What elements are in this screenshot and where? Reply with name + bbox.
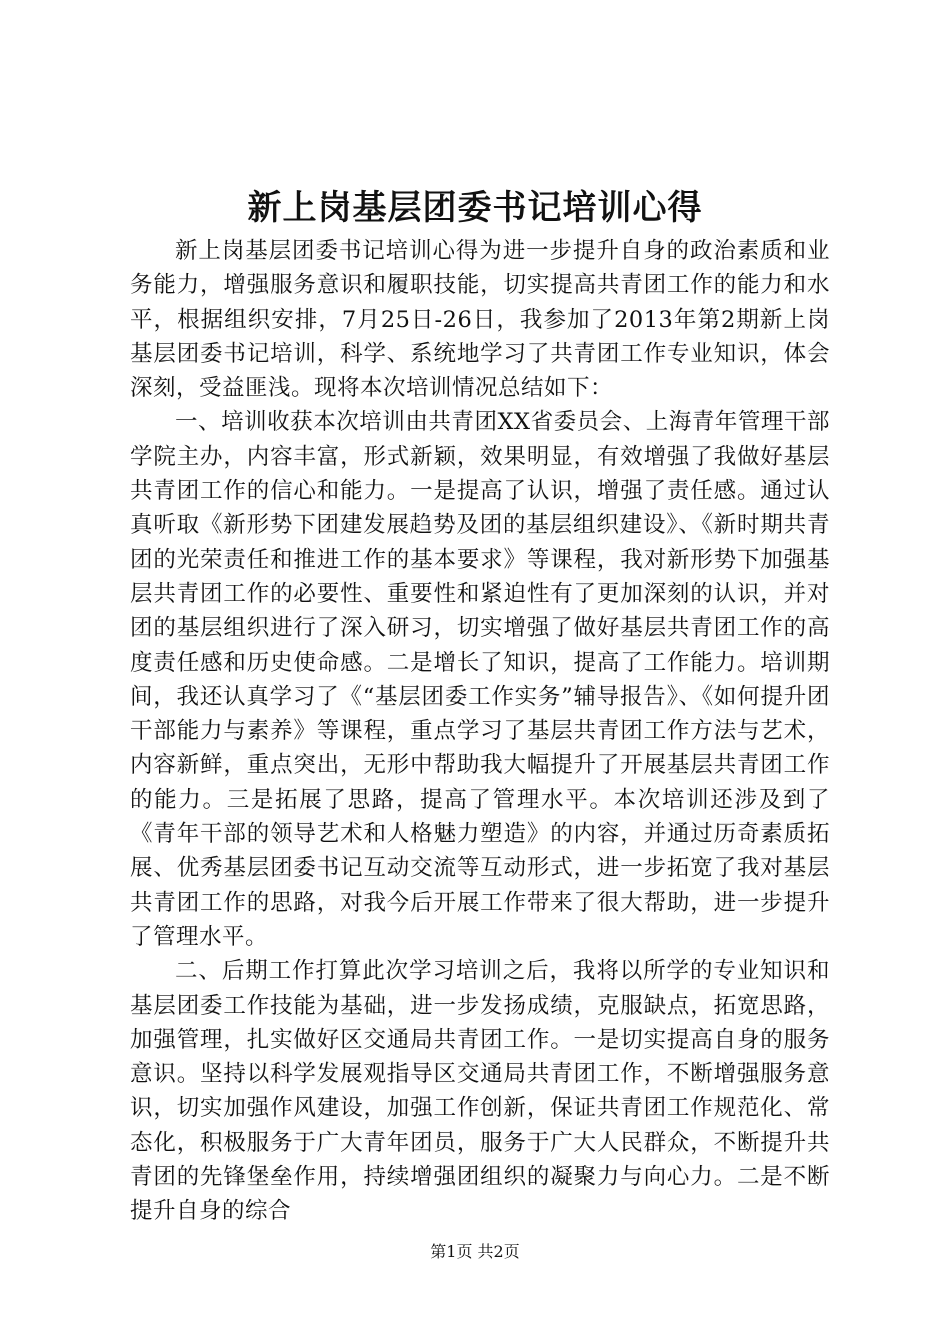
document-body	[130, 234, 830, 1229]
document-title: 新上岗基层团委书记培训心得	[247, 188, 703, 228]
paragraph-training-gains: 一、培训收获本次培训由共青团XX省委员会、上海青年管理干部学院主办，内容丰富，形式新颖，效果明显，有效增强了我做好基层共青团工作的信心和能力。一是提高了认识，增强了责任感。通过认真听取《新形势下团建发展趋势及团的基层组织建设》、《新时期共青团的光荣责任和推进工作的基本要求》等课程，我对新形势下加强基层共青团工作的必要性、重要性和紧迫性有了更加深刻的认识，并对团的基层组织进行了深入研习，切实增强了做好基层共青团工作的高度责任感和历史使命感。二是增长了知识，提高了工作能力。培训期间，我还认真学习了《“基层团委工作实务”辅导报告》、《如何提升团干部能力与素养》等课程，重点学习了基层共青团工作方法与艺术，内容新鲜，重点突出，无形中帮助我大幅提升了开展基层共青团工作的能力。三是拓展了思路，提高了管理水平。本次培训还涉及到了《青年干部的领导艺术和人格魅力塑造》的内容，并通过历奇素质拓展、优秀基层团委书记互动交流等互动形式，进一步拓宽了我对基层共青团工作的思路，对我今后开展工作带来了很大帮助，进一步提升了管理水平。	[130, 409, 830, 950]
paragraph-future-plans: 二、后期工作打算此次学习培训之后，我将以所学的专业知识和基层团委工作技能为基础，进一步发扬成绩，克服缺点，拓宽思路，加强管理，扎实做好区交通局共青团工作。一是切实提高自身的服务意识。坚持以科学发展观指导区交通局共青团工作，不断增强服务意识，切实加强作风建设，加强工作创新，保证共青团工作规范化、常态化，积极服务于广大青年团员，服务于广大人民群众，不断提升共青团的先锋堡垒作用，持续增强团组织的凝聚力与向心力。二是不断提升自身的综合	[130, 958, 830, 1225]
paragraph-intro: 新上岗基层团委书记培训心得为进一步提升自身的政治素质和业务能力，增强服务意识和履职技能，切实提高共青团工作的能力和水平，根据组织安排，7月25日-26日，我参加了2013年第2期新上岗基层团委书记培训，科学、系统地学习了共青团工作专业知识，体会深刻，受益匪浅。现将本次培训情况总结如下：	[130, 238, 830, 402]
page-footer: 第1页 共2页	[430, 1242, 520, 1261]
